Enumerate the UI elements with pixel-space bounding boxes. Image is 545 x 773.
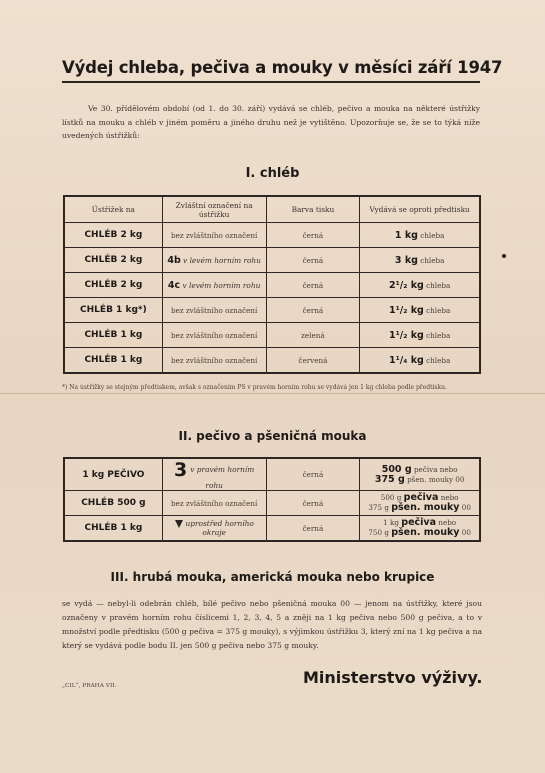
issued-unit: chleba (426, 355, 451, 365)
color-cell: černá (266, 491, 360, 516)
title-rule (62, 81, 480, 83)
color-cell: zelená (266, 323, 360, 348)
header-mark: Zvláštní označení na ústřižku (162, 197, 266, 223)
color-cell: černá (266, 298, 360, 323)
issued-amount: 500 g (381, 463, 412, 475)
issued-unit: 00 (461, 503, 471, 512)
table-row (65, 459, 480, 491)
issued-cell (360, 491, 480, 516)
coupon-cell: CHLÉB 1 kg (65, 323, 163, 348)
coupon-cell: CHLÉB 500 g (65, 491, 163, 516)
mark-prefix: 4c (167, 279, 181, 291)
bread-table-header (65, 197, 480, 223)
header-coupon: Ústřižek na (65, 197, 163, 223)
issued-line (363, 475, 476, 485)
issued-item: pečiva (403, 492, 439, 503)
issued-cell (360, 298, 480, 323)
table-row (65, 323, 480, 348)
issued-qty: 500 g (380, 493, 402, 502)
intro-paragraph (62, 102, 480, 143)
mark-cell: bez zvláštního označení (162, 223, 266, 248)
table-row (65, 348, 480, 373)
mark-text: v levém horním rohu (183, 255, 261, 265)
issued-line (363, 503, 476, 513)
issued-unit: chleba (420, 255, 445, 265)
coupon-cell: CHLÉB 2 kg (65, 273, 163, 298)
color-cell: černá (266, 516, 360, 541)
issued-item: pšen. mouky (391, 527, 460, 538)
issued-cell (360, 273, 480, 298)
issued-cell (360, 516, 480, 541)
issued-unit: chleba (426, 280, 451, 290)
header-color: Barva tisku (266, 197, 360, 223)
coupon-cell: CHLÉB 2 kg (65, 248, 163, 273)
mark-text: v levém horním rohu (182, 280, 261, 290)
issued-unit: chleba (420, 230, 445, 240)
issued-qty: 375 g (368, 503, 389, 512)
section1-heading: I. chléb (245, 166, 300, 181)
issued-amount: 3 kg (394, 254, 418, 266)
mark-text: v pravém horním rohu (190, 465, 255, 490)
issued-unit: pečiva nebo (413, 464, 458, 474)
mark-cell: bez zvláštního označení (162, 348, 266, 373)
issued-qty: 1 kg (383, 518, 399, 527)
header-issued: Vydává se oproti předtisku (360, 197, 480, 223)
bread-table (64, 196, 480, 373)
issued-unit: chleba (426, 330, 451, 340)
fold-line (0, 393, 545, 394)
issued-cell (360, 223, 480, 248)
color-cell: červená (266, 348, 360, 373)
ministry-signature: Ministerstvo výživy. (303, 668, 483, 687)
color-cell: černá (266, 223, 360, 248)
section3-heading: III. hrubá mouka, americká mouka nebo krupice (110, 570, 435, 584)
pastry-table (64, 458, 480, 541)
issued-cell (360, 348, 480, 373)
issued-line (363, 528, 476, 538)
issued-amount: 375 g (374, 473, 405, 485)
mark-cell (162, 516, 266, 541)
issued-amount: 1¹/₂ kg (389, 304, 424, 316)
intro-text: Ve 30. přídělovém období (od 1. do 30. září) vydává se chléb, pečivo a mouka na některé ústřižky lístků na mouku a chléb v jiném poměru a jiného druhu než je vytištěno. Upozorňuje se, že se to týká níže uvedených ústřižků: (62, 104, 480, 140)
issued-unit: nebo (438, 518, 457, 527)
issued-unit: nebo (440, 493, 459, 502)
section2-heading: II. pečivo a pšeničná mouka (178, 429, 367, 443)
issued-qty: 750 g (368, 528, 389, 537)
issued-cell (360, 248, 480, 273)
issued-item: pšen. mouky (391, 502, 460, 513)
issued-amount: 1¹/₄ kg (389, 354, 424, 366)
coupon-cell: 1 kg PEČIVO (65, 459, 163, 491)
section3-paragraph: se vydá — nebyl-li odebrán chléb, bílé pečivo nebo pšeničná mouka 00 — jenom na ústřižky, které jsou označeny v pravém horním rohu číslicemi 1, 2, 3, 4, 5 a zněji na 1 kg pečiva nebo 500 g pečiva, a to v množství podle předtisku (500 g pečiva = 375 g mouky), s výjimkou ústřižku 3, který zní na 1 kg pečiva a na který se vydává podle bodu II. jen 500 g pečiva nebo 375 g mouky. (62, 599, 482, 650)
triangle-mark-icon (175, 520, 183, 528)
issued-cell (360, 459, 480, 491)
ink-spot (502, 254, 506, 258)
printer-imprint: „CIL“, PRAHA VII. (62, 683, 117, 689)
color-cell: černá (266, 248, 360, 273)
mark-cell: bez zvláštního označení (162, 298, 266, 323)
table-row (65, 223, 480, 248)
color-cell: černá (266, 273, 360, 298)
issued-cell (360, 323, 480, 348)
table-row (65, 516, 480, 541)
coupon-cell: CHLÉB 1 kg (65, 516, 163, 541)
mark-prefix: 4b (167, 254, 181, 266)
issued-unit: 00 (461, 528, 471, 537)
issued-unit: chleba (426, 305, 451, 315)
mark-symbol: 3 (174, 459, 188, 481)
coupon-cell: CHLÉB 1 kg (65, 348, 163, 373)
mark-cell (162, 459, 266, 491)
issued-amount: 1 kg (394, 229, 418, 241)
issued-item: pečiva (401, 517, 437, 528)
mark-cell (162, 273, 266, 298)
color-cell: černá (266, 459, 360, 491)
coupon-cell: CHLÉB 1 kg*) (65, 298, 163, 323)
mark-cell: bez zvláštního označení (162, 491, 266, 516)
table-row (65, 491, 480, 516)
mark-cell: bez zvláštního označení (162, 323, 266, 348)
coupon-cell: CHLÉB 2 kg (65, 223, 163, 248)
issued-unit: pšen. mouky 00 (407, 474, 465, 484)
table-row (65, 298, 480, 323)
issued-amount: 2¹/₂ kg (389, 279, 424, 291)
bread-footnote: *) Na ústřižky se stejným předtiskem, avšak s označením PS v pravém horním rohu se vydává jen 1 kg chleba podle předtisku. (62, 384, 447, 391)
mark-text: uprostřed horního okraje (185, 519, 254, 537)
mark-cell (162, 248, 266, 273)
table-row (65, 248, 480, 273)
page-title: Výdej chleba, pečiva a mouky v měsíci září 1947 (62, 58, 503, 77)
table-row (65, 273, 480, 298)
issued-amount: 1¹/₂ kg (389, 329, 424, 341)
